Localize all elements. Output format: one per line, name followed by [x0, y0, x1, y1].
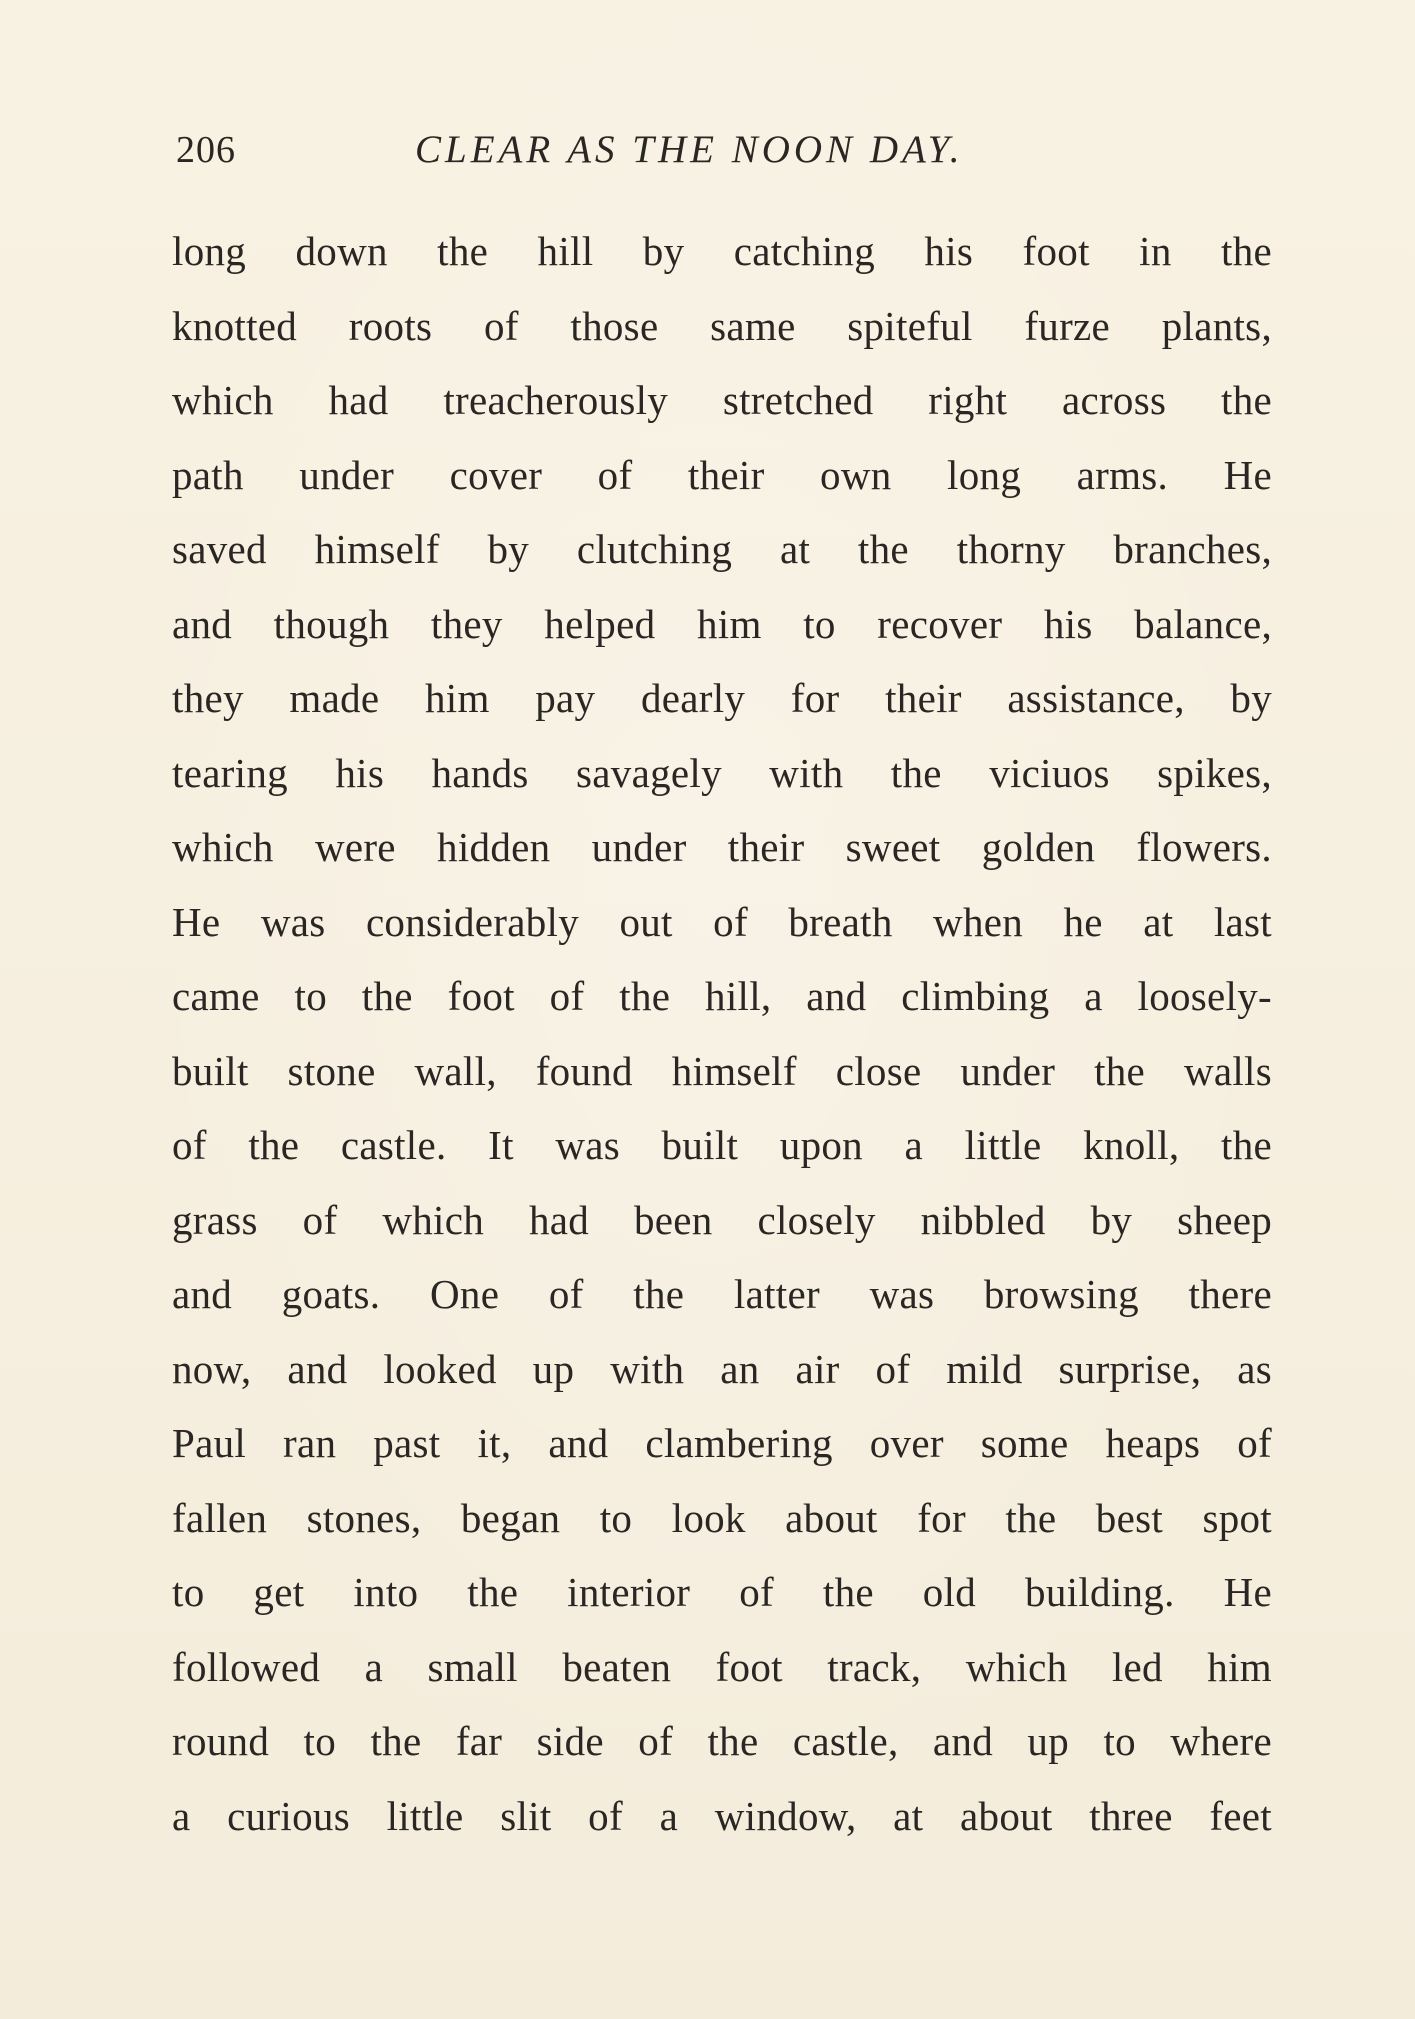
text-line: tearing his hands savagely with the viciuos spikes,	[172, 749, 1272, 796]
running-head	[0, 125, 1415, 175]
text-line: they made him pay dearly for their assistance, by	[172, 675, 1272, 721]
text-line: Paul ran past it, and clambering over some heaps of	[172, 1420, 1272, 1466]
text-line: which were hidden under their sweet golden flowers.	[172, 824, 1272, 870]
text-line: came to the foot of the hill, and climbing a loosely-	[172, 973, 1272, 1019]
running-title: CLEAR AS THE NOON DAY.	[415, 128, 964, 171]
text-line: round to the far side of the castle, and up to where	[172, 1718, 1272, 1764]
body-text	[172, 214, 1272, 1853]
text-line: knotted roots of those same spiteful furze plants,	[172, 302, 1272, 349]
text-line: of the castle. It was built upon a little knoll, the	[172, 1122, 1272, 1168]
text-line: saved himself by clutching at the thorny branches,	[172, 526, 1272, 572]
text-line: grass of which had been closely nibbled by sheep	[172, 1196, 1272, 1243]
text-line: fallen stones, began to look about for the best spot	[172, 1494, 1272, 1541]
text-line: which had treacherously stretched right across the	[172, 377, 1272, 423]
text-line: and goats. One of the latter was browsing there	[172, 1271, 1272, 1317]
page-number: 206	[176, 129, 236, 171]
text-line: built stone wall, found himself close under the walls	[172, 1047, 1272, 1094]
text-line: long down the hill by catching his foot in the	[172, 228, 1272, 274]
text-line: and though they helped him to recover his balance,	[172, 600, 1272, 647]
text-line: He was considerably out of breath when he at last	[172, 898, 1272, 945]
text-line: path under cover of their own long arms. He	[172, 451, 1272, 498]
text-line: to get into the interior of the old building. He	[172, 1569, 1272, 1615]
text-line: followed a small beaten foot track, which led him	[172, 1643, 1272, 1690]
text-line: now, and looked up with an air of mild surprise, as	[172, 1345, 1272, 1392]
text-line: a curious little slit of a window, at about three feet	[172, 1792, 1272, 1839]
